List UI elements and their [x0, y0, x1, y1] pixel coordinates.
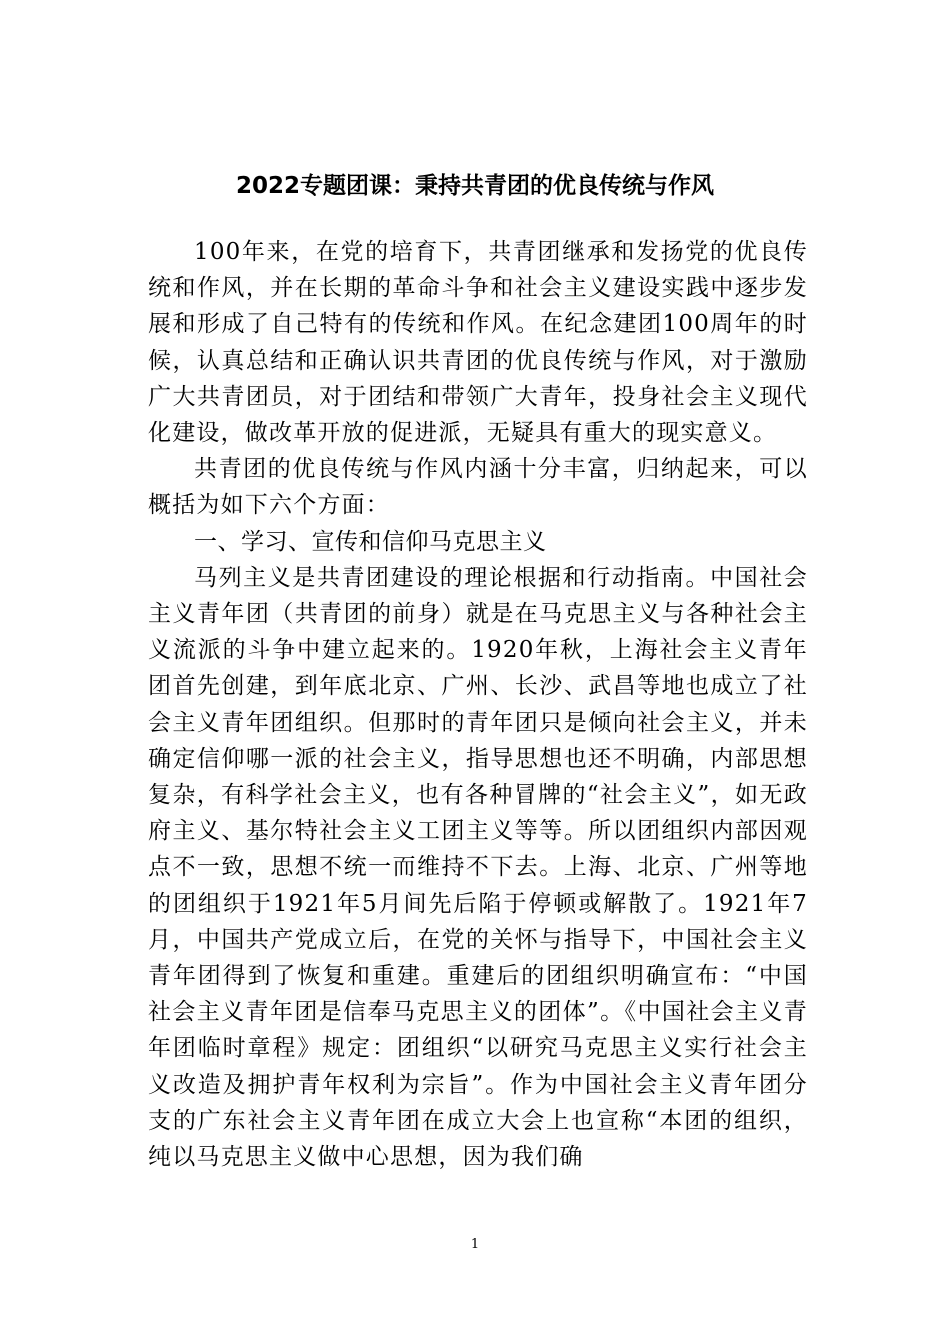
intro-paragraph: 100年来，在党的培育下，共青团继承和发扬党的优良传统和作风，并在长期的革命斗争和社会主义建设实践中逐步发展和形成了自己特有的传统和作风。在纪念建团100周年的时候，认真总结和正确认识共青团的优良传统与作风，对于激励广大共青团员，对于团结和带领广大青年，投身社会主义现代化建设，做改革开放的促进派，无疑具有重大的现实意义。	[148, 239, 808, 447]
document-body	[148, 234, 808, 1175]
page-number: 1	[470, 1237, 480, 1252]
document-title: 2022专题团课：秉持共青团的优良传统与作风	[235, 173, 714, 199]
summary-paragraph: 共青团的优良传统与作风内涵十分丰富，归纳起来，可以概括为如下六个方面：	[148, 456, 808, 519]
section-heading: 一、学习、宣传和信仰马克思主义	[194, 528, 547, 555]
section-paragraph: 马列主义是共青团建设的理论根据和行动指南。中国社会主义青年团（共青团的前身）就是在马克思主义与各种社会主义流派的斗争中建立起来的。1920年秋，上海社会主义青年团首先创建，到年底北京、广州、长沙、武昌等地也成立了社会主义青年团组织。但那时的青年团只是倾向社会主义，并未确定信仰哪一派的社会主义，指导思想也还不明确，内部思想复杂，有科学社会主义，也有各种冒牌的“社会主义”，如无政府主义、基尔特社会主义工团主义等等。所以团组织内部因观点不一致，思想不统一而维持不下去。上海、北京、广州等地的团组织于1921年5月间先后陷于停顿或解散了。1921年7月，中国共产党成立后，在党的关怀与指导下，中国社会主义青年团得到了恢复和重建。重建后的团组织明确宣布：“中国社会主义青年团是信奉马克思主义的团体”。《中国社会主义青年团临时章程》规定：团组织“以研究马克思主义实行社会主义改造及拥护青年权利为宗旨”。作为中国社会主义青年团分支的广东社会主义青年团在成立大会上也宣称“本团的组织，纯以马克思主义做中心思想，因为我们确	[148, 564, 808, 1171]
